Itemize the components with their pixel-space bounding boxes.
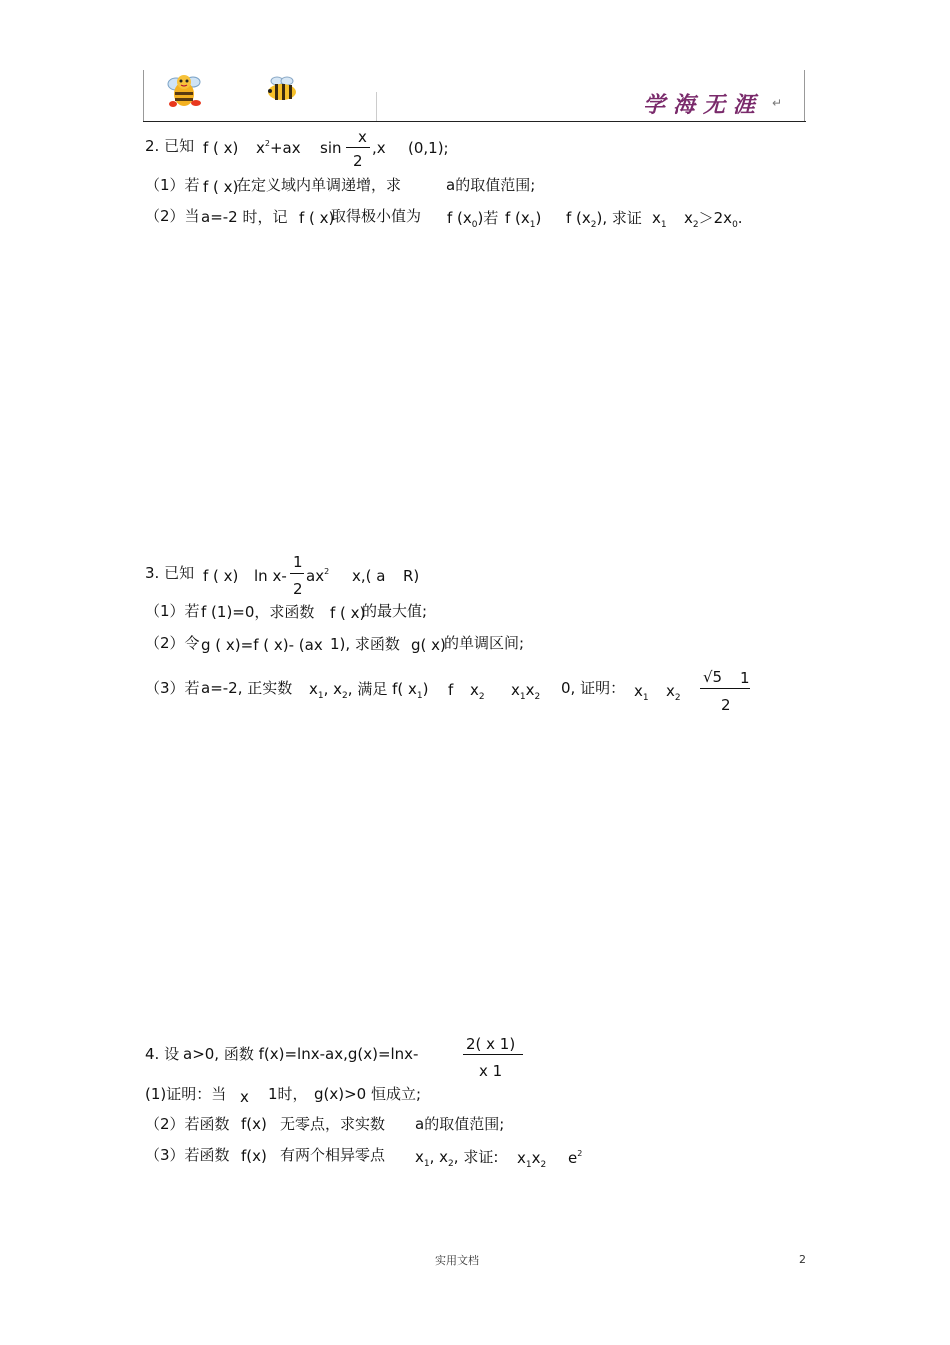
q4-part2-end: a的取值范围; <box>415 1115 505 1133</box>
q2-frac-num: x <box>358 128 367 146</box>
q4-part3-e: $e^2$ <box>568 1149 583 1167</box>
q2-frac-den: 2 <box>353 152 363 170</box>
q2-part2-conclusion: $x_2>2x_0$. <box>684 209 743 230</box>
q4-part3-f: f(x) <box>241 1147 267 1165</box>
q3-part2-gx: g( x) <box>411 636 446 654</box>
q2-part2-a: a=-2 时，记 <box>201 208 288 226</box>
q3-ln: ln x- <box>254 567 287 585</box>
q4-def: a>0, 函数 f(x)=lnx-ax,g(x)=lnx- <box>183 1045 419 1063</box>
q4-frac-bar <box>463 1054 523 1055</box>
header-right-divider <box>804 70 805 122</box>
q3-part3-a: a=-2, 正实数 <box>201 679 293 697</box>
q3-part1-end: 的最大值; <box>362 602 428 620</box>
q3-part3-sx1: $x_1$ <box>634 682 649 703</box>
q2-part1-end: a的取值范围; <box>446 176 536 194</box>
q3-part2-def: g ( x)=f ( x)- (ax <box>201 636 323 654</box>
header-mid-divider <box>376 92 377 122</box>
q2-part2-x1: $x_1$ <box>652 209 667 230</box>
q3-tail: x,( a <box>352 567 386 585</box>
q4-frac-den: x 1 <box>479 1062 503 1080</box>
q2-part2-fx2: f $(x_2)$, 求证 <box>566 209 642 230</box>
page-number: 2 <box>799 1253 806 1266</box>
q2-part2-fx0: f $(x_0)$若 <box>447 209 499 230</box>
q3-part2-end: 的单调区间; <box>444 634 525 652</box>
q2-part2-lead: （2）当 <box>145 207 200 225</box>
q3-part3-f: f <box>448 681 454 699</box>
q4-frac-num: 2( x 1) <box>466 1035 516 1053</box>
q3-frac-den: 2 <box>293 580 303 598</box>
q4-part1-lead: (1)证明：当 <box>145 1085 227 1103</box>
q2-part2-fx1: f $(x_1)$ <box>505 209 542 230</box>
header-rule <box>143 121 806 122</box>
q3-part3-fx2: $x_2$ <box>470 681 485 702</box>
q3-part3-frac-den: 2 <box>721 696 731 714</box>
q3-r: R) <box>403 567 420 585</box>
q3-part1-lead: （1）若 <box>145 602 200 620</box>
q2-part1-text: 在定义域内单调递增，求 <box>236 176 402 194</box>
q4-part3-vars: $x_1$, $x_2$, 求证: <box>415 1148 499 1169</box>
q2-frac-bar <box>346 147 370 148</box>
q3-frac-bar <box>290 573 304 574</box>
q2-number: 2. 已知 <box>145 137 195 155</box>
q3-part1-fx: f ( x) <box>330 604 366 622</box>
q2-part2-text: 取得极小值为 <box>331 207 422 225</box>
q4-number: 4. 设 <box>145 1045 180 1063</box>
q2-domain: (0,1); <box>408 139 449 157</box>
q2-fx: f ( x) <box>203 139 239 157</box>
q3-part3-sx2: $x_2$ <box>666 682 681 703</box>
return-mark: ↵ <box>772 96 783 110</box>
q2-part1-lead: （1）若 <box>145 176 200 194</box>
q3-ax: $ax^2$ <box>306 567 330 585</box>
q3-part3-frac-num-one: 1 <box>740 669 750 687</box>
q3-part3-zero: 0, 证明： <box>561 679 626 697</box>
q2-expr: $x^2+ax$ <box>256 139 301 157</box>
q3-part3-fx1: $x_1$) <box>408 680 429 701</box>
q4-part2-f: f(x) <box>241 1115 267 1133</box>
q2-part1-fx: f ( x) <box>203 178 239 196</box>
q3-part3-frac-num-rad: √5 <box>703 668 723 686</box>
q3-part2-text: 1), 求函数 <box>330 635 400 653</box>
q4-part1-x: x <box>240 1088 249 1106</box>
q3-fx: f ( x) <box>203 567 239 585</box>
q3-part3-lead: （3）若 <box>145 679 200 697</box>
q4-part3-lead: （3）若函数 <box>145 1146 230 1164</box>
q3-part2-lead: （2）令 <box>145 634 200 652</box>
q4-part3-prod: $x_1x_2$ <box>517 1149 547 1170</box>
q4-part1-g: g(x)>0 恒成立; <box>314 1085 422 1103</box>
q2-after: ,x <box>372 139 386 157</box>
q3-part3-prod: $x_1x_2$ <box>511 681 541 702</box>
q3-frac-num: 1 <box>293 553 303 571</box>
bee-mascot-icon <box>163 70 207 112</box>
q4-part2-lead: （2）若函数 <box>145 1115 230 1133</box>
q3-part3-vars: $x_1$, $x_2$, 满足 f( <box>309 680 404 701</box>
q2-sin: sin <box>320 139 342 157</box>
q3-part1-cond: f (1)=0，求函数 <box>201 603 315 621</box>
q3-part3-frac-bar <box>700 688 750 689</box>
bee-icon <box>264 74 300 104</box>
footer-label: 实用文档 <box>435 1254 479 1267</box>
q4-part2-text: 无零点，求实数 <box>280 1115 386 1133</box>
header-left-divider <box>143 70 144 122</box>
header-brand: 学海无涯 <box>643 92 764 118</box>
q4-part3-text: 有两个相异零点 <box>280 1146 386 1164</box>
q4-part1-one: 1时， <box>268 1085 308 1103</box>
q2-part2-fx: f ( x) <box>299 209 335 227</box>
q3-number: 3. 已知 <box>145 564 195 582</box>
